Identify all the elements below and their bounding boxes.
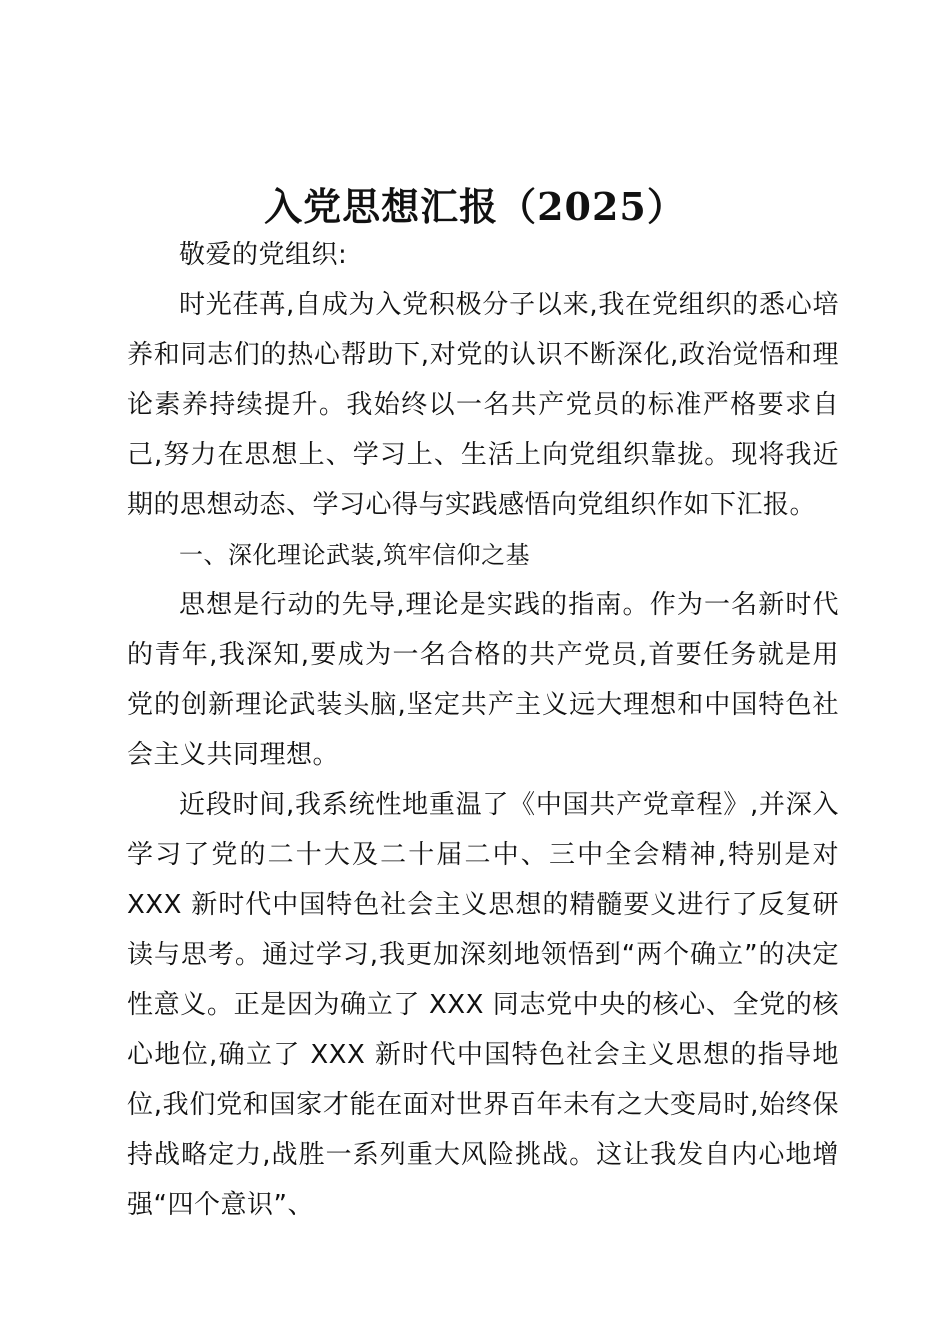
paragraph-theory: 思想是行动的先导,理论是实践的指南。作为一名新时代的青年,我深知,要成为一名合格的共产党员,首要任务就是用党的创新理论武装头脑,坚定共产主义远大理想和中国特色社会主义共同理想。 xyxy=(127,590,839,770)
section-heading-1: 一、深化理论武装,筑牢信仰之基 xyxy=(179,541,531,569)
paragraph-intro: 时光荏苒,自成为入党积极分子以来,我在党组织的悉心培养和同志们的热心帮助下,对党的认识不断深化,政治觉悟和理论素养持续提升。我始终以一名共产党员的标准严格要求自己,努力在思想上、学习上、生活上向党组织靠拢。现将我近期的思想动态、学习心得与实践感悟向党组织作如下汇报。 xyxy=(127,290,839,520)
document-body xyxy=(127,230,839,1230)
paragraph-study: 近段时间,我系统性地重温了《中国共产党章程》,并深入学习了党的二十大及二十届二中、三中全会精神,特别是对 XXX 新时代中国特色社会主义思想的精髓要义进行了反复研读与思考。通过学习,我更加深刻地领悟到“两个确立”的决定性意义。正是因为确立了 XXX 同志党中央的核心、全党的核心地位,确立了 XXX 新时代中国特色社会主义思想的指导地位,我们党和国家才能在面对世界百年未有之大变局时,始终保持战略定力,战胜一系列重大风险挑战。这让我发自内心地增强“四个意识”、 xyxy=(127,790,839,1220)
document-title: 入党思想汇报（2025） xyxy=(264,184,686,229)
salutation: 敬爱的党组织: xyxy=(179,240,348,270)
